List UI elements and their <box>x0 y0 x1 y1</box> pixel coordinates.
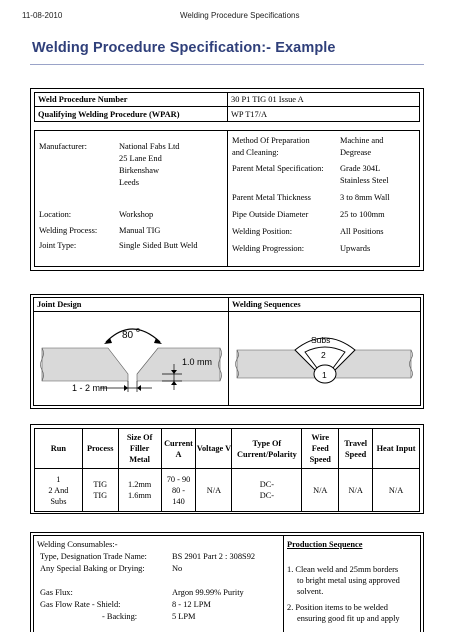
cell-filler-size <box>118 469 161 512</box>
seq-step-2-line-2: ensuring good fit up and apply <box>297 614 400 623</box>
production-sequence-cell <box>283 535 421 632</box>
run-table-header-row <box>35 429 420 469</box>
prep-value-2: Degrease <box>340 148 372 157</box>
joint-design-panel <box>30 294 424 409</box>
joint-type-label: Joint Type: <box>39 241 77 250</box>
manufacturer-line-3: Birkenshaw <box>119 166 160 175</box>
bevel-angle-unit: o <box>136 327 140 334</box>
filler-line-1: 1.2mm <box>127 480 152 489</box>
location-label: Location: <box>39 210 72 219</box>
header-doc-title: Welding Procedure Specifications <box>180 11 300 20</box>
gas-flux-value: Argon 99.99% Purity <box>172 588 244 597</box>
progression-value: Upwards <box>340 244 371 253</box>
gas-flux-label: Gas Flux: <box>40 588 73 597</box>
header-date: 11-08-2010 <box>22 11 63 20</box>
joint-design-label: Joint Design <box>37 300 82 309</box>
manufacturer-line-2: 25 Lane End <box>119 154 162 163</box>
cell-wire-feed: N/A <box>302 469 339 512</box>
left-plate <box>42 348 128 381</box>
wps-qual-label-cell <box>34 106 228 122</box>
seq-1-label: 1 <box>322 370 327 380</box>
type-label: Type, Designation Trade Name: <box>40 552 147 561</box>
page-header <box>0 0 474 22</box>
gap-arrow-right <box>137 385 141 391</box>
cell-travel-speed: N/A <box>339 469 373 512</box>
backing-flow-value: 5 LPM <box>172 612 196 621</box>
root-face-label: 1.0 mm <box>182 357 213 367</box>
run-table-row <box>35 469 420 512</box>
col-header-current: Current A <box>161 429 196 469</box>
consumables-panel <box>30 532 424 632</box>
cell-process <box>82 469 118 512</box>
joint-design-header <box>33 297 229 312</box>
gap-arrow-left <box>124 385 128 391</box>
cell-current <box>161 469 196 512</box>
od-label: Pipe Outside Diameter <box>232 210 309 219</box>
wps-parent-metal-cell <box>227 130 420 267</box>
wps-manufacturer-cell <box>34 130 228 267</box>
seq-step-1-line-1: 1. Clean weld and 25mm borders <box>287 565 399 574</box>
joint-design-drawing-cell <box>33 311 229 406</box>
run-line-3: Subs <box>50 496 67 506</box>
col-header-process: Process <box>82 429 118 469</box>
current-line-1: 70 - 90 <box>166 474 191 484</box>
seq-subs-label: Subs <box>311 335 331 345</box>
wps-number-label: Weld Procedure Number <box>38 95 128 104</box>
baking-value: No <box>172 564 183 573</box>
col-header-voltage: Voltage V <box>196 429 232 469</box>
progression-label: Welding Progression: <box>232 244 305 253</box>
wps-details-grid <box>34 92 420 267</box>
welding-sequence-drawing <box>229 312 420 405</box>
manufacturer-line-4: Leeds <box>119 178 139 187</box>
backing-flow-label: - Backing: <box>102 612 138 621</box>
welding-sequences-header <box>228 297 421 312</box>
baking-label: Any Special Baking or Drying: <box>40 564 145 573</box>
thickness-value: 3 to 8mm Wall <box>340 193 390 202</box>
cell-polarity <box>232 469 302 512</box>
production-sequence-heading: Production Sequence <box>287 540 363 549</box>
seq-2-label: 2 <box>321 350 326 360</box>
wps-qual-label: Qualifying Welding Procedure (WPAR) <box>38 110 180 119</box>
joint-type-value: Single Sided Butt Weld <box>119 241 198 250</box>
welding-sequences-label: Welding Sequences <box>232 300 301 309</box>
prep-label-2: and Cleaning: <box>232 148 279 157</box>
process-label: Welding Process: <box>39 226 98 235</box>
run-parameters-table <box>34 428 420 512</box>
bevel-angle-label: 80 <box>122 330 134 341</box>
spec-label: Parent Metal Specification: <box>232 164 324 173</box>
filler-line-2: 1.6mm <box>127 491 152 500</box>
cell-run <box>35 469 83 512</box>
position-label: Welding Position: <box>232 227 293 236</box>
col-header-run: Run <box>35 429 83 469</box>
seq-step-1-line-2: to bright metal using approved <box>297 576 400 585</box>
col-header-polarity: Type Of Current/Polarity <box>232 429 302 469</box>
wps-number-value: 30 P1 TIG 01 Issue A <box>231 95 304 104</box>
shield-flow-label: Gas Flow Rate - Shield: <box>40 600 121 609</box>
prep-label-1: Method Of Preparation <box>232 136 310 145</box>
thickness-label: Parent Metal Thickness <box>232 193 311 202</box>
wps-qual-value-cell <box>227 106 420 122</box>
location-value: Workshop <box>119 210 154 219</box>
wps-qual-value: WP T17/A <box>231 110 268 119</box>
arc-arrow-right <box>154 338 162 344</box>
arc-arrow-left <box>104 338 112 344</box>
position-value: All Positions <box>340 227 384 236</box>
consumables-heading: Welding Consumables:- <box>37 540 118 549</box>
process-line-2: TIG <box>93 491 108 500</box>
seq-step-2-line-1: 2. Position items to be welded <box>287 603 388 612</box>
col-header-wire-feed: Wire Feed Speed <box>302 429 339 469</box>
page-title: Welding Procedure Specification:- Example <box>32 40 336 56</box>
process-line-1: TIG <box>93 480 108 489</box>
seq-step-1-line-3: solvent. <box>297 587 324 596</box>
current-line-3: 140 <box>172 496 185 506</box>
run-parameters-panel <box>30 424 424 514</box>
welding-sequences-drawing-cell <box>228 311 421 406</box>
col-header-travel-speed: Travel Speed <box>339 429 373 469</box>
type-value: BS 2901 Part 2 : 308S92 <box>172 552 256 561</box>
polarity-line-2: DC- <box>259 491 275 500</box>
run-line-1: 1 <box>56 474 61 484</box>
spec-value-2: Stainless Steel <box>340 176 389 185</box>
cell-heat-input: N/A <box>373 469 420 512</box>
wps-number-label-cell <box>34 92 228 107</box>
od-value: 25 to 100mm <box>340 210 385 219</box>
manufacturer-line-1: National Fabs Ltd <box>119 142 180 151</box>
process-value: Manual TIG <box>119 226 161 235</box>
current-line-2: 80 - <box>171 485 186 495</box>
joint-design-drawing <box>34 312 228 405</box>
col-header-filler-size: Size Of Filler Metal <box>118 429 161 469</box>
spec-value-1: Grade 304L <box>340 164 381 173</box>
root-face-arrow-bottom <box>171 381 177 385</box>
cell-voltage: N/A <box>196 469 232 512</box>
title-divider <box>30 64 424 65</box>
gap-label: 1 - 2 mm <box>72 383 108 393</box>
manufacturer-label: Manufacturer: <box>39 142 87 151</box>
shield-flow-value: 8 - 12 LPM <box>172 600 211 609</box>
prep-value-1: Machine and <box>340 136 384 145</box>
consumables-cell <box>33 535 284 632</box>
wps-number-value-cell <box>227 92 420 107</box>
run-line-2: 2 And <box>48 485 69 495</box>
col-header-heat-input: Heat Input <box>373 429 420 469</box>
wps-details-panel <box>30 88 424 271</box>
polarity-line-1: DC- <box>259 480 275 489</box>
